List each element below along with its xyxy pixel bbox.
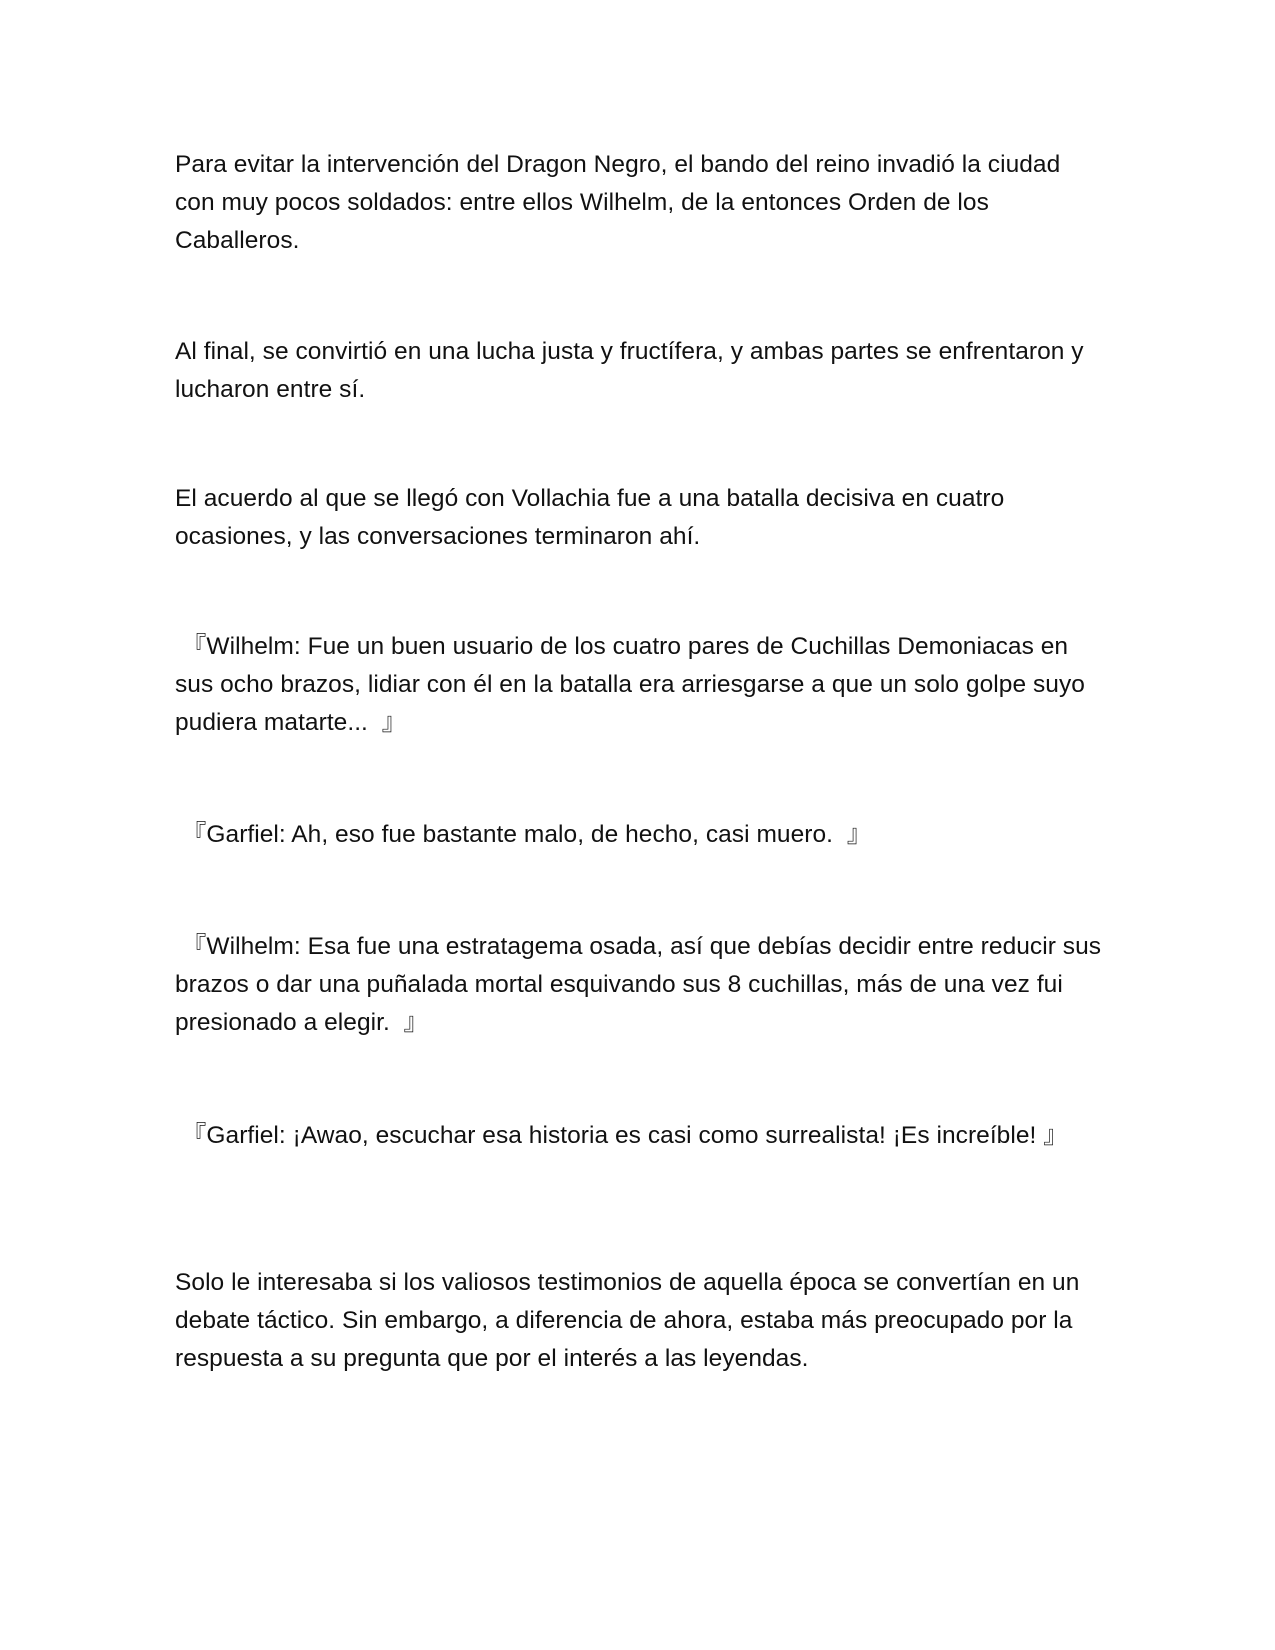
dialogue-garfiel-2: 『Garfiel: ¡Awao, escuchar esa historia es casi como surrealista! ¡Es increíble! 』 [175, 1122, 1068, 1149]
paragraph-narration-4: Solo le interesaba si los valiosos testimonios de aquella época se convertían en un debate táctico. Sin embargo, a diferencia de ahora, estaba más preocupado por la respuesta a su pregunta que por el interés a las leyendas. [175, 1269, 1087, 1372]
paragraph-narration-1: Para evitar la intervención del Dragon Negro, el bando del reino invadió la ciudad con muy pocos soldados: entre ellos Wilhelm, de la entonces Orden de los Caballeros. [175, 151, 1068, 254]
dialogue-wilhelm-1: 『Wilhelm: Fue un buen usuario de los cuatro pares de Cuchillas Demoniacas en sus ocho brazos, lidiar con él en la batalla era arriesgarse a que un solo golpe suyo pudiera matarte... 』 [175, 633, 1092, 736]
paragraph-narration-2: Al final, se convirtió en una lucha justa y fructífera, y ambas partes se enfrentaron y lucharon entre sí. [175, 338, 1091, 403]
dialogue-wilhelm-2: 『Wilhelm: Esa fue una estratagema osada, así que debías decidir entre reducir sus brazos o dar una puñalada mortal esquivando sus 8 cuchillas, más de una vez fui presionado a elegir. 』 [175, 933, 1108, 1036]
dialogue-garfiel-1: 『Garfiel: Ah, eso fue bastante malo, de hecho, casi muero. 』 [175, 821, 872, 848]
paragraph-narration-3: El acuerdo al que se llegó con Vollachia fue a una batalla decisiva en cuatro ocasiones, y las conversaciones terminaron ahí. [175, 485, 1012, 550]
